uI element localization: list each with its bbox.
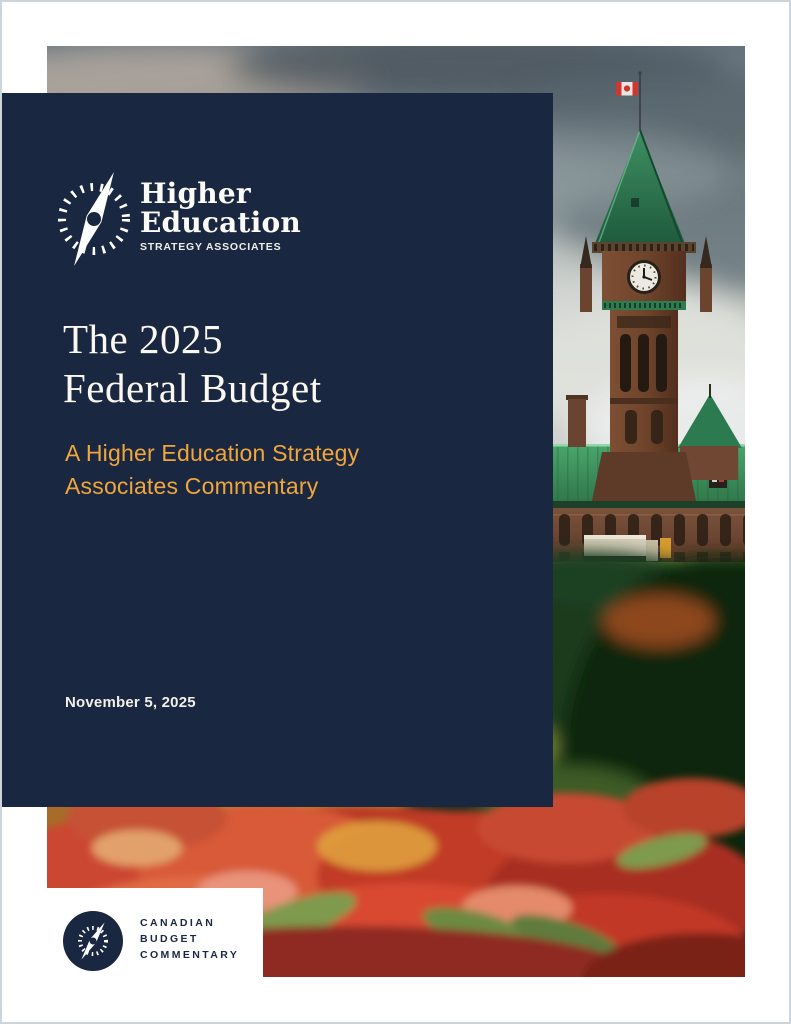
logo-name-line1: Higher <box>140 177 251 210</box>
canadian-flag-icon <box>616 82 638 96</box>
compass-icon <box>54 167 140 277</box>
logo-tagline: STRATEGY ASSOCIATES <box>140 241 282 253</box>
subtitle-line2: Associates Commentary <box>65 473 319 499</box>
logo-name-line2: Education <box>140 206 301 239</box>
hesa-logo <box>54 167 414 277</box>
page-subtitle <box>65 437 359 503</box>
title-line2: Federal Budget <box>63 365 322 411</box>
title-panel <box>2 93 553 807</box>
title-line1: The 2025 <box>63 316 223 362</box>
publication-date: November 5, 2025 <box>65 694 196 711</box>
page-title <box>63 315 322 413</box>
footer-badge-text <box>140 915 239 963</box>
footer-badge-line3: COMMENTARY <box>140 949 240 961</box>
clock-face <box>629 262 660 293</box>
footer-badge-line1: CANADIAN <box>140 917 216 929</box>
footer-badge-line2: BUDGET <box>140 933 199 945</box>
logo-text <box>140 179 301 253</box>
footer-badge <box>2 888 263 978</box>
subtitle-line1: A Higher Education Strategy <box>65 440 360 466</box>
compass-badge-icon <box>63 911 123 971</box>
